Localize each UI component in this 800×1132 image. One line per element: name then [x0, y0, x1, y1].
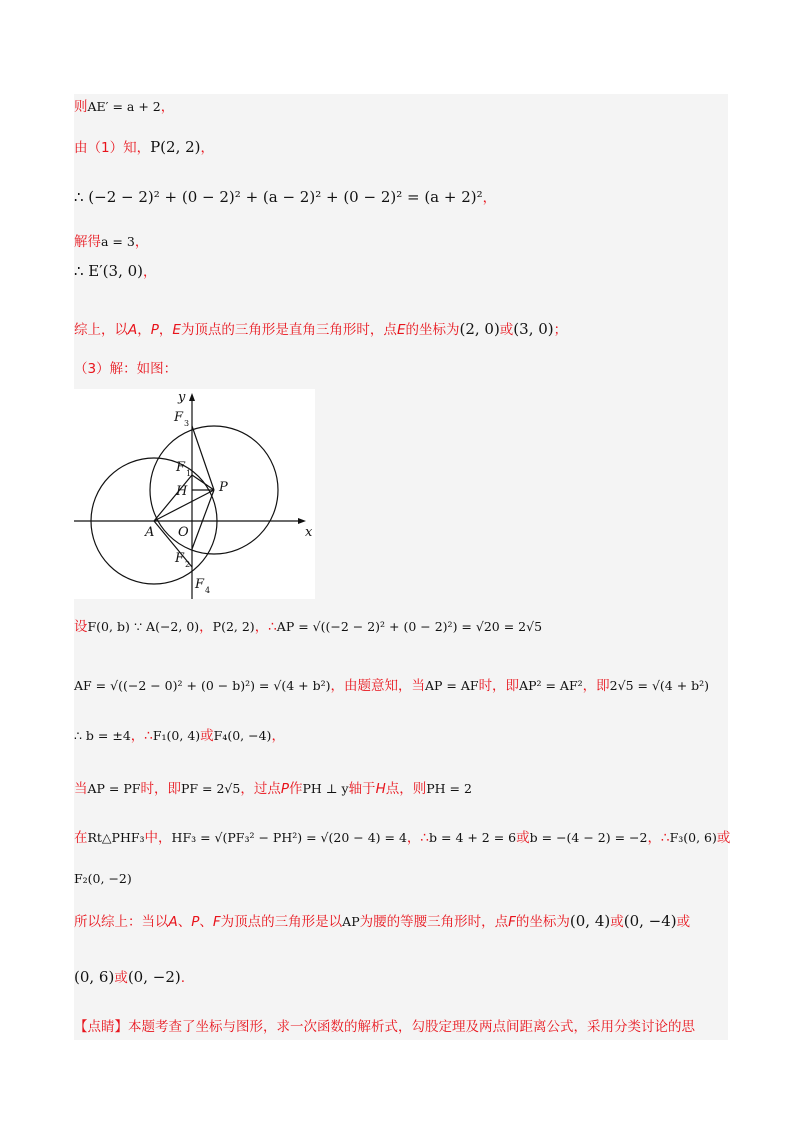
text: 轴于: [348, 781, 376, 797]
text: 的坐标为: [515, 914, 570, 930]
formula: AP = PF: [87, 781, 141, 796]
text: P: [150, 322, 159, 338]
formula: F₂(0, −2): [74, 871, 132, 886]
text: 解得: [74, 234, 101, 250]
formula: HF₃ = √(PF₃² − PH²) = √(20 − 4) = 4: [171, 830, 407, 845]
formula: P(2, 2): [212, 619, 255, 634]
line-final-coords: [74, 968, 185, 987]
text: 作: [288, 781, 303, 797]
label-o: O: [178, 525, 189, 540]
line-f2: [74, 870, 132, 888]
formula: ∵ A(−2, 0): [134, 619, 200, 634]
label-p: P: [219, 480, 228, 495]
text: 或: [610, 914, 624, 930]
line-solve-a: [74, 233, 148, 251]
segment-pf3: [192, 426, 214, 490]
formula: PH ⊥ y: [302, 781, 349, 796]
text: 的坐标为: [405, 322, 460, 338]
text: ；: [553, 322, 568, 338]
label-f2-sub: 2: [185, 560, 191, 569]
line-part3-heading: [74, 360, 177, 378]
line-from-part1: [74, 138, 214, 157]
x-axis-arrow: [298, 518, 306, 524]
formula: 2√5 = √(4 + b²): [609, 678, 710, 693]
y-axis-arrow: [189, 393, 195, 401]
formula: PF = 2√5: [180, 781, 241, 796]
text: 所以综上：当以: [74, 914, 169, 930]
text: 为腰的等腰三角形时，点: [359, 914, 509, 930]
line-equation: [74, 188, 496, 207]
text: P: [191, 914, 200, 930]
text: E: [396, 322, 406, 338]
text: ，: [137, 322, 151, 338]
text: ，由题意知，当: [330, 678, 425, 694]
formula: (0, 6): [74, 968, 115, 986]
line-e-prime: [74, 262, 157, 281]
text: ，: [158, 322, 173, 338]
text: 则: [74, 99, 88, 115]
label-f4: F: [195, 577, 205, 592]
text: 、: [199, 914, 213, 930]
label-f1: F: [176, 460, 186, 475]
line-commentary: [74, 1018, 695, 1036]
formula: ∴ E′(3, 0): [74, 262, 143, 280]
text: ，∴: [130, 728, 153, 744]
text: ，∴: [647, 830, 670, 846]
formula: F₁(0, 4): [152, 728, 201, 743]
formula: b = −(4 − 2) = −2: [529, 830, 648, 845]
formula: AP: [342, 914, 360, 929]
formula: (0, −4): [623, 912, 677, 930]
text: 时，即: [478, 678, 520, 694]
text: 当: [74, 781, 88, 797]
text: ，即: [582, 678, 610, 694]
formula: F₄(0, −4): [213, 728, 272, 743]
text: ，: [134, 234, 149, 250]
text: P: [280, 781, 289, 797]
line-summary-e: [74, 320, 567, 339]
text: 时，即: [140, 781, 181, 797]
text: ，: [143, 264, 157, 280]
formula: AP = AF: [425, 678, 479, 693]
text: E: [172, 322, 181, 338]
text: （3）解：如图：: [74, 361, 178, 377]
text: 为顶点的三角形是直角三角形时，点: [180, 322, 397, 338]
text: ，: [200, 140, 215, 156]
formula: (0, 4): [569, 912, 611, 930]
text: F: [508, 914, 516, 930]
formula: PH = 2: [426, 781, 472, 796]
text: ，: [160, 99, 175, 115]
text: ，: [199, 619, 213, 635]
line-b-values: [74, 727, 285, 745]
formula: (2, 0): [459, 320, 500, 338]
formula: P(2, 2): [150, 138, 201, 156]
formula: AP = √((−2 − 2)² + (0 − 2)²) = √20 = 2√5: [276, 619, 543, 634]
formula: Rt△PHF₃: [87, 830, 145, 845]
segment-pf1: [192, 475, 214, 490]
label-h: H: [176, 484, 188, 499]
text: .: [180, 970, 186, 986]
text: 或: [716, 830, 731, 846]
text: 中，: [144, 830, 172, 846]
text: 为顶点的三角形是以: [220, 914, 343, 930]
coordinate-diagram: [74, 389, 315, 599]
line-summary-f: [74, 912, 690, 931]
label-y: y: [178, 390, 186, 405]
formula: AF = √((−2 − 0)² + (0 − b)²) = √(4 + b²): [74, 678, 331, 693]
formula: F(0, b): [87, 619, 130, 634]
text: ，∴: [406, 830, 430, 846]
formula: (3, 0): [513, 320, 554, 338]
line-rt-triangle: [74, 829, 730, 847]
label-f3: F: [174, 410, 184, 425]
text: 或: [114, 970, 128, 986]
formula: AP² = AF²: [519, 678, 583, 693]
text: 由（1）知，: [74, 140, 151, 156]
geometry-figure: [74, 389, 315, 599]
formula: a = 3: [101, 234, 135, 249]
text: 或: [499, 322, 514, 338]
formula: F₃(0, 6): [669, 830, 717, 845]
formula: ∴ (−2 − 2)² + (0 − 2)² + (a − 2)² + (0 − 2)² = (a + 2)²: [74, 188, 483, 206]
line-af: [74, 677, 709, 695]
text: ，∴: [254, 619, 277, 635]
label-f1-sub: 1: [186, 469, 192, 478]
formula: b = 4 + 2 = 6: [429, 830, 517, 845]
line-ae-prime: [74, 98, 174, 116]
text: 综上，以: [74, 322, 128, 338]
text: 设: [74, 619, 88, 635]
line-let-f: [74, 618, 542, 636]
formula: ∴ b = ±4: [74, 728, 131, 743]
text: 或: [516, 830, 530, 846]
text: 、: [177, 914, 192, 930]
label-a: A: [145, 525, 155, 540]
label-f3-sub: 3: [184, 419, 190, 428]
text: 点，则: [385, 781, 427, 797]
formula: AE′ = a + 2: [87, 99, 161, 114]
text: ，过点: [240, 781, 281, 797]
segment-pf2: [192, 490, 214, 549]
formula: (0, −2): [127, 968, 181, 986]
label-f4-sub: 4: [205, 586, 211, 595]
label-f2: F: [175, 551, 185, 566]
text: ，: [482, 190, 497, 206]
text: 在: [74, 830, 88, 846]
text: 或: [676, 914, 691, 930]
line-ap-pf: [74, 780, 472, 798]
text: 或: [200, 728, 214, 744]
text: F: [212, 914, 221, 930]
text: ，: [271, 728, 285, 744]
text: A: [128, 322, 138, 338]
text: H: [375, 781, 386, 797]
text: 【点睛】本题考查了坐标与图形，求一次函数的解析式，勾股定理及两点间距离公式，采用分类讨论的思: [74, 1019, 695, 1035]
label-x: x: [305, 525, 313, 540]
text: A: [168, 914, 178, 930]
